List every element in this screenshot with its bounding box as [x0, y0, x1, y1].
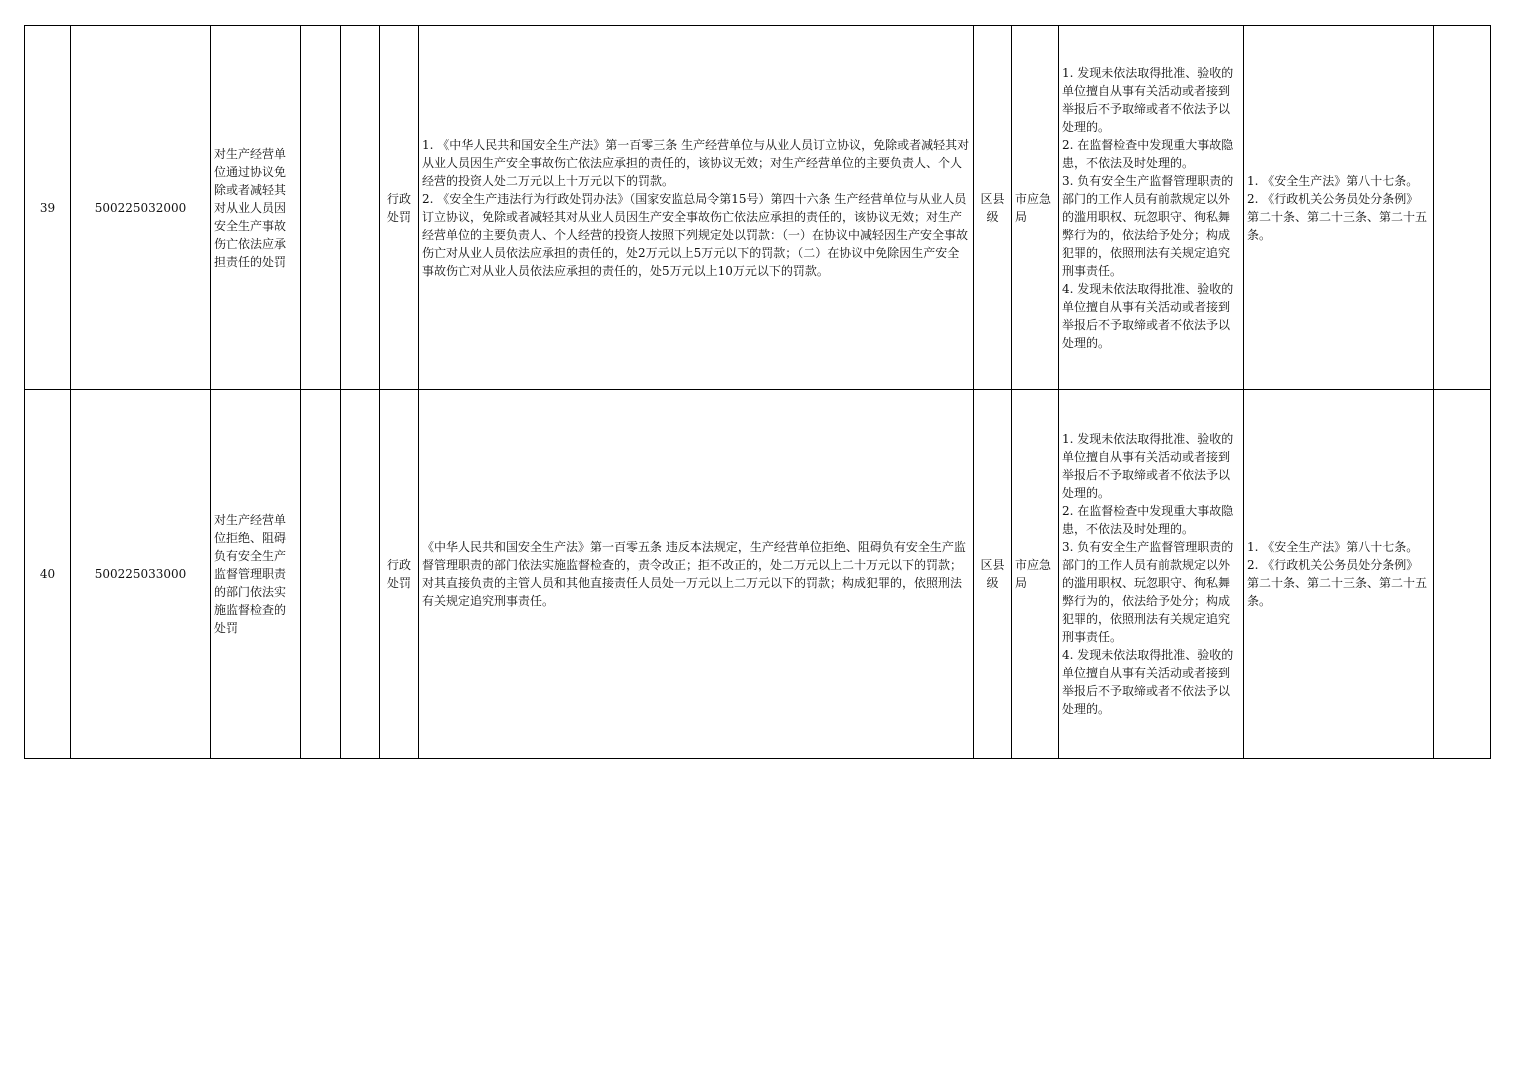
responsibility-item: 2. 在监督检查中发现重大事故隐患，不依法及时处理的。 — [1062, 137, 1234, 170]
duty-basis-item: 1. 《安全生产法》第八十七条。 — [1247, 540, 1419, 554]
empty-cell — [341, 390, 380, 759]
legal-basis-paragraph: 2. 《安全生产违法行为行政处罚办法》（国家安监总局令第15号）第四十六条 生产经营单位与从业人员订立协议，免除或者减轻其对从业人员因生产安全事故伤亡依法应承担的责任的，该协议无效；对生产经营单位的主要负责人、个人经营的投资人按照下列规定处以罚款：（一）在协议中减轻因生产安全事故伤亡对从业人员依法应承担的责任的，处2万元以上5万元以下的罚款；（二）在协议中免除因生产安全事故伤亡对从业人员依法应承担的责任的，处5万元以上10万元以下的罚款。 — [422, 191, 969, 278]
note-cell — [1434, 26, 1491, 390]
duty-basis-cell — [1244, 390, 1434, 759]
legal-basis-paragraph: 1. 《中华人民共和国安全生产法》第一百零三条 生产经营单位与从业人员订立协议，免除或者减轻其对从业人员因生产安全事故伤亡依法应承担的责任的，该协议无效；对生产经营单位的主要负责人、个人经营的投资人处二万元以上十万元以下的罚款。 — [422, 137, 970, 188]
item-code: 500225032000 — [71, 26, 211, 390]
row-seq: 40 — [25, 390, 71, 759]
responsibility-cell — [1059, 26, 1244, 390]
item-name: 对生产经营单位拒绝、阻碍负有安全生产监督管理职责的部门依法实施监督检查的处罚 — [211, 390, 301, 759]
power-list-table — [24, 25, 1491, 759]
legal-basis-cell — [419, 390, 974, 759]
empty-cell — [341, 26, 380, 390]
exercise-level: 区县级 — [974, 26, 1012, 390]
responsible-dept: 市应急局 — [1012, 26, 1059, 390]
sub-item-cell — [301, 26, 341, 390]
item-category: 行政处罚 — [380, 26, 419, 390]
item-name: 对生产经营单位通过协议免除或者减轻其对从业人员因安全生产事故伤亡依法应承担责任的处罚 — [211, 26, 301, 390]
responsibility-item: 1. 发现未依法取得批准、验收的单位擅自从事有关活动或者接到举报后不予取缔或者不依法予以处理的。 — [1062, 432, 1234, 500]
responsibility-item: 3. 负有安全生产监督管理职责的部门的工作人员有前款规定以外的滥用职权、玩忽职守、徇私舞弊行为的，依法给予处分；构成犯罪的，依照刑法有关规定追究刑事责任。 — [1062, 173, 1234, 278]
exercise-level: 区县级 — [974, 390, 1012, 759]
responsibility-item: 2. 在监督检查中发现重大事故隐患，不依法及时处理的。 — [1062, 504, 1234, 536]
responsibility-item: 3. 负有安全生产监督管理职责的部门的工作人员有前款规定以外的滥用职权、玩忽职守、徇私舞弊行为的，依法给予处分；构成犯罪的，依照刑法有关规定追究刑事责任。 — [1062, 540, 1234, 644]
responsibility-item: 4. 发现未依法取得批准、验收的单位擅自从事有关活动或者接到举报后不予取缔或者不依法予以处理的。 — [1062, 281, 1234, 350]
duty-basis-item: 2. 《行政机关公务员处分条例》第二十条、第二十三条、第二十五条。 — [1247, 191, 1428, 242]
note-cell — [1434, 390, 1491, 759]
duty-basis-item: 1. 《安全生产法》第八十七条。 — [1247, 173, 1419, 188]
table-row — [25, 26, 1491, 390]
responsible-dept: 市应急局 — [1012, 390, 1059, 759]
legal-basis-cell — [419, 26, 974, 390]
row-seq: 39 — [25, 26, 71, 390]
responsibility-item: 4. 发现未依法取得批准、验收的单位擅自从事有关活动或者接到举报后不予取缔或者不依法予以处理的。 — [1062, 648, 1234, 716]
responsibility-cell — [1059, 390, 1244, 759]
sub-item-cell — [301, 390, 341, 759]
duty-basis-cell — [1244, 26, 1434, 390]
item-category: 行政处罚 — [380, 390, 419, 759]
table-row — [25, 390, 1491, 759]
responsibility-item: 1. 发现未依法取得批准、验收的单位擅自从事有关活动或者接到举报后不予取缔或者不依法予以处理的。 — [1062, 65, 1234, 134]
legal-basis-paragraph: 《中华人民共和国安全生产法》第一百零五条 违反本法规定，生产经营单位拒绝、阻碍负有安全生产监督管理职责的部门依法实施监督检查的，责令改正；拒不改正的，处二万元以上二十万元以下的罚款；对其直接负责的主管人员和其他直接责任人员处一万元以上二万元以下的罚款；构成犯罪的，依照刑法有关规定追究刑事责任。 — [422, 540, 966, 608]
duty-basis-item: 2. 《行政机关公务员处分条例》第二十条、第二十三条、第二十五条。 — [1247, 558, 1428, 608]
item-code: 500225033000 — [71, 390, 211, 759]
